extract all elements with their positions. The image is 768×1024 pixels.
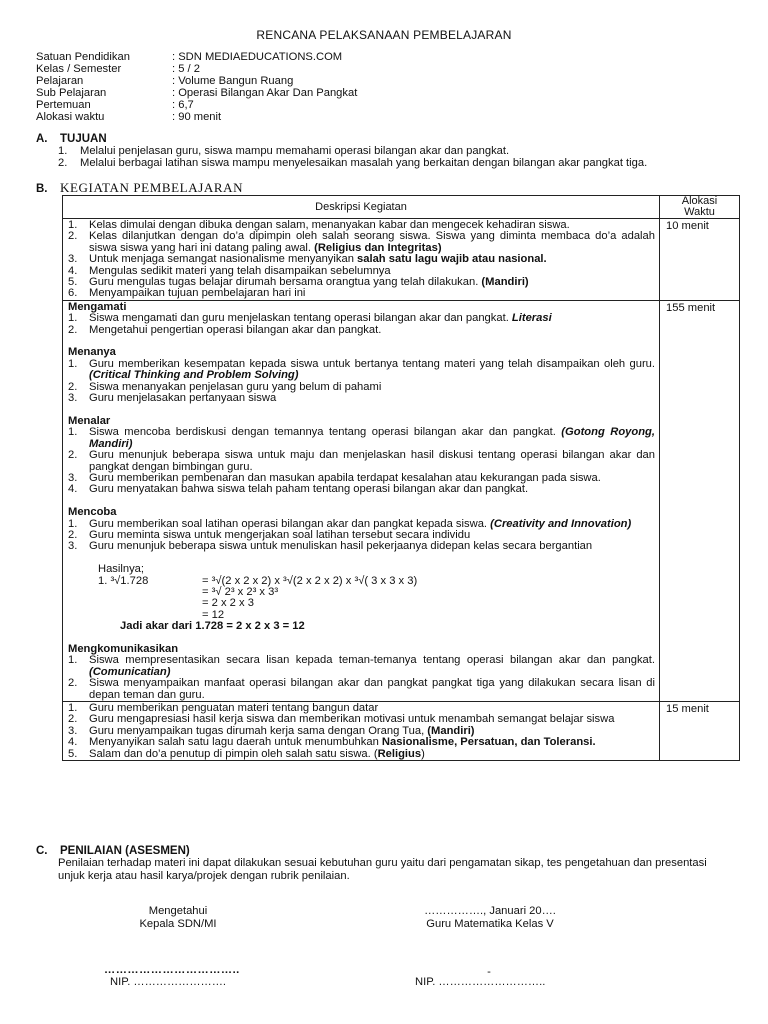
list-item [68,749,655,760]
item-text: Melalui berbagai latihan siswa mampu menyelesaikan masalah yang berkaitan dengan bilangan akar pangkat tiga. [80,157,648,169]
item-number: 1. [68,517,78,530]
calc-conclusion: Jadi akar dari 1.728 = 2 x 2 x 3 = 12 [120,620,305,633]
item-text-plain: Siswa menanyakan penjelasan guru yang belum di pahami [89,380,382,393]
identity-row [36,63,357,75]
sig-left-nip: NIP. ……………………. [110,976,227,988]
list-item [58,145,647,157]
item-number: 2. [68,528,78,541]
item-number: 3. [68,253,78,266]
item-text [89,484,655,495]
item-emphasis: (Mandiri) [424,724,475,737]
item-text [89,325,655,336]
calc-right: = 2 x 2 x 3 [202,597,254,610]
calc-left [98,598,202,609]
item-number: 3. [68,540,78,553]
list-item [68,393,655,404]
document-title: RENCANA PELAKSANAAN PEMBELAJARAN [256,28,512,42]
sig-right-line2: Guru Matematika Kelas V [426,917,554,930]
subheading-mencoba: Mencoba [68,506,117,519]
item-text [89,541,655,552]
subheading-menalar: Menalar [68,414,111,427]
time-value: 10 menit [666,220,709,232]
identity-value: : 5 / 2 [172,63,200,75]
item-text [89,427,655,450]
item-text-plain: Mengetahui pengertian operasi bilangan akar dan pangkat. [89,323,382,336]
item-number: 2. [68,713,78,726]
section-c-title: PENILAIAN (ASESMEN) [60,845,190,857]
item-text-after: ) [421,747,425,760]
list-item [68,484,655,495]
item-emphasis: Religius [377,747,422,760]
calculation-block [98,564,655,632]
item-number: 1. [68,654,78,667]
sig-right-mark: - [487,966,491,978]
pendahuluan-list [63,219,659,300]
section-b-title: KEGIATAN PEMBELAJARAN [60,180,244,195]
identity-key: Pertemuan [36,99,91,111]
item-emphasis: (Mandiri) [478,276,529,289]
mengamati-list [68,313,655,336]
sig-right-line1: ……………., Januari 20…. [424,905,556,917]
signature-left [100,905,256,930]
item-emphasis: Nasionalisme, Persatuan, dan Toleransi. [378,736,596,749]
list-item [68,450,655,473]
identity-key: Satuan Pendidikan [36,51,130,63]
subheading-mengkomunikasikan: Mengkomunikasikan [68,642,179,655]
inti-time-cell [660,300,740,701]
item-text-plain: Guru menyatakan bahwa siswa telah paham tentang operasi bilangan akar dan pangkat. [89,483,529,496]
list-item [68,427,655,450]
list-item [68,359,655,382]
section-a-label: A. [36,133,48,145]
item-text [89,450,655,473]
kegiatan-table [62,195,740,761]
identity-block [36,51,357,123]
identity-row [36,111,357,123]
identity-row [36,99,357,111]
identity-key: Alokasi waktu [36,111,105,123]
item-emphasis: Literasi [508,312,552,325]
identity-row [36,75,357,87]
identity-value: : Volume Bangun Ruang [172,75,294,87]
item-number: 2. [68,230,78,243]
item-number: 4. [68,264,78,277]
header-deskripsi: Deskripsi Kegiatan [63,196,660,219]
item-text-plain: Menyanyikan salah satu lagu daerah untuk menumbuhkan [89,736,379,749]
calc-label: Hasilnya; [98,563,145,576]
identity-value: : 6,7 [172,99,194,111]
item-number: 1. [58,145,68,157]
item-number: 3. [68,471,78,484]
item-number: 1. [68,312,78,325]
identity-key: Kelas / Semester [36,63,122,75]
calc-row [98,587,655,598]
item-text [89,655,655,678]
pendahuluan-cell [63,219,660,301]
item-emphasis: (Critical Thinking and Problem Solving) [89,369,299,382]
table-row-inti [63,300,740,701]
calc-right: = ³√ 2³ x 2³ x 3³ [202,585,279,598]
item-number: 4. [68,483,78,496]
section-a-title: TUJUAN [60,133,107,145]
penutup-cell [63,701,660,760]
list-item [68,678,655,701]
item-number: 5. [68,747,78,760]
item-text-plain: Guru mengulas tugas belajar dirumah bersama orangtua yang telah dilakukan. [89,276,479,289]
identity-row [36,51,357,63]
item-emphasis: (Gotong Royong, Mandiri) [89,426,655,450]
item-text-plain: Siswa mengamati dan guru menjelaskan tentang operasi bilangan akar dan pangkat. [89,312,509,325]
item-text-plain: Salam dan do’a penutup di pimpin oleh salah satu siswa. ( [89,747,378,760]
inti-cell [63,300,660,701]
item-emphasis: (Comunicatian) [89,665,171,678]
item-text-plain: Siswa mempresentasikan secara lisan kepada teman-temanya tentang operasi bilangan akar dan pangkat. [89,654,655,667]
item-emphasis: (Religius dan Integritas) [311,241,442,254]
sig-left-line1: Mengetahui [148,905,208,917]
inti-content [63,301,659,701]
tujuan-list [58,145,647,169]
item-text [89,393,655,404]
item-number: 1. [68,219,78,231]
menanya-list [68,359,655,405]
list-item [68,288,655,299]
identity-row [36,87,357,99]
item-text: Melalui penjelasan guru, siswa mampu memahami operasi bilangan akar dan pangkat. [80,145,510,157]
header-alokasi-line2: Waktu [684,206,715,218]
item-text-plain: Guru memberikan soal latihan operasi bilangan akar dan pangkat kepada siswa. [89,517,488,530]
item-emphasis: salah satu lagu wajib atau nasional. [353,253,547,266]
list-item [68,325,655,336]
calc-left: 1. ³√1.728 [98,574,149,587]
penutup-time-cell [660,701,740,760]
item-number: 3. [68,724,78,737]
item-text-plain: Guru menunjuk beberapa siswa untuk menuliskan hasil pekerjaanya didepan kelas secara bergantian [89,540,593,553]
item-text-plain: Siswa mencoba berdiskusi dengan temannya tentang operasi bilangan akar dan pangkat. [89,426,556,439]
calc-row [98,598,655,609]
sig-right-nip: NIP. ……………………….. [415,976,546,988]
table-row-pendahuluan [63,219,740,301]
penutup-list [63,702,659,760]
item-number: 3. [68,392,78,405]
calc-right: = ³√(2 x 2 x 2) x ³√(2 x 2 x 2) x ³√( 3 x 3 x 3) [202,574,418,587]
section-b-label: B. [36,183,48,195]
calc-right: = 12 [202,608,225,621]
penilaian-text: Penilaian terhadap materi ini dapat dilakukan sesuai kebutuhan guru yaitu dari pengamatan sikap, tes pengetahuan dan presentasi unjuk kerja atau hasil karya/projek dengan rubrik penilaian. [58,857,707,882]
item-number: 1. [68,701,78,714]
calc-row [98,576,655,587]
item-number: 1. [68,426,78,439]
item-number: 4. [68,736,78,749]
subheading-menanya: Menanya [68,346,116,359]
time-value: 15 menit [666,702,709,715]
item-number: 1. [68,357,78,370]
pendahuluan-time-cell [660,219,740,301]
table-row-penutup [63,701,740,760]
signature-right [400,905,580,930]
table-header-row [63,196,740,219]
list-item [58,157,647,169]
identity-value: : SDN MEDIAEDUCATIONS.COM [172,51,343,63]
header-alokasi-line1: Alokasi [681,195,718,207]
item-number: 6. [68,287,78,300]
section-c-label: C. [36,845,48,857]
identity-value: : Operasi Bilangan Akar Dan Pangkat [172,87,358,99]
identity-key: Sub Pelajaran [36,87,107,99]
list-item [68,541,655,552]
item-number: 2. [58,157,68,169]
item-text-plain: Guru menjelasakan pertanyaan siswa [89,392,277,405]
calc-left [98,587,202,598]
item-text-plain: Guru menyampaikan tugas dirumah kerja sama dengan Orang Tua, [89,724,425,737]
item-text-plain: Menyampaikan tujuan pembelajaran hari ini [89,287,306,300]
item-number: 2. [68,380,78,393]
subheading-mengamati: Mengamati [68,300,127,313]
item-text-plain: Kelas dimulai dengan dibuka dengan salam, menanyakan kabar dan mengecek kehadiran siswa. [89,219,570,231]
sig-left-line2: Kepala SDN/MI [139,917,217,930]
item-text [89,288,655,299]
header-alokasi [660,196,740,219]
item-text [89,359,655,382]
time-value: 155 menit [666,301,716,314]
sig-left-name: …………………………….. [104,964,240,976]
list-item [68,655,655,678]
item-number: 2. [68,677,78,690]
item-text-plain: Guru memberikan kesempatan kepada siswa untuk bertanya tentang materi yang telah disampaikan oleh guru. [89,357,655,370]
item-text-plain: Kelas dilanjutkan dengan do’a dipimpin oleh salah seorang siswa. Siswa yang diminta membaca do’a adalah siswa siswa yang hari ini datang paling awal. [89,230,655,254]
list-item [68,231,655,254]
item-text-plain: Guru mengapresiasi hasil kerja siswa dan memberikan motivasi untuk menambah semangat belajar siswa [89,713,615,726]
section-c-heading [36,845,190,857]
identity-value: : 90 menit [172,111,222,123]
menalar-list [68,427,655,495]
item-text-plain: Guru memberikan penguatan materi tentang bangun datar [89,701,379,714]
item-emphasis: (Creativity and Innovation) [487,517,632,530]
item-text-plain: Siswa menyampaikan manfaat operasi bilangan akar dan pangkat pangkat tiga yang dilakukan secara lisan di depan teman dan guru. [89,677,655,701]
item-text-plain: Guru memberikan pembenaran dan masukan apabila terdapat kesalahan atau kekurangan pada siswa. [89,471,601,484]
item-number: 2. [68,449,78,462]
item-text [89,749,655,760]
item-text [89,678,655,701]
item-number: 5. [68,276,78,289]
mencoba-list [68,519,655,553]
item-text-plain: Untuk menjaga semangat nasionalisme menyanyikan [89,253,354,266]
section-a-heading [36,133,107,145]
item-text-plain: Mengulas sedikit materi yang telah disampaikan sebelumnya [89,264,391,277]
item-number: 2. [68,323,78,336]
section-b-heading [36,180,243,196]
item-text-plain: Guru meminta siswa untuk mengerjakan soal latihan tersebut secara individu [89,528,471,541]
identity-key: Pelajaran [36,75,84,87]
mengkomunikasikan-list [68,655,655,701]
item-text [89,231,655,254]
item-text-plain: Guru menunjuk beberapa siswa untuk maju dan menjelaskan hasil diskusi tentang operasi bilangan akar dan pangkat dengan bimbingan guru. [89,449,655,473]
